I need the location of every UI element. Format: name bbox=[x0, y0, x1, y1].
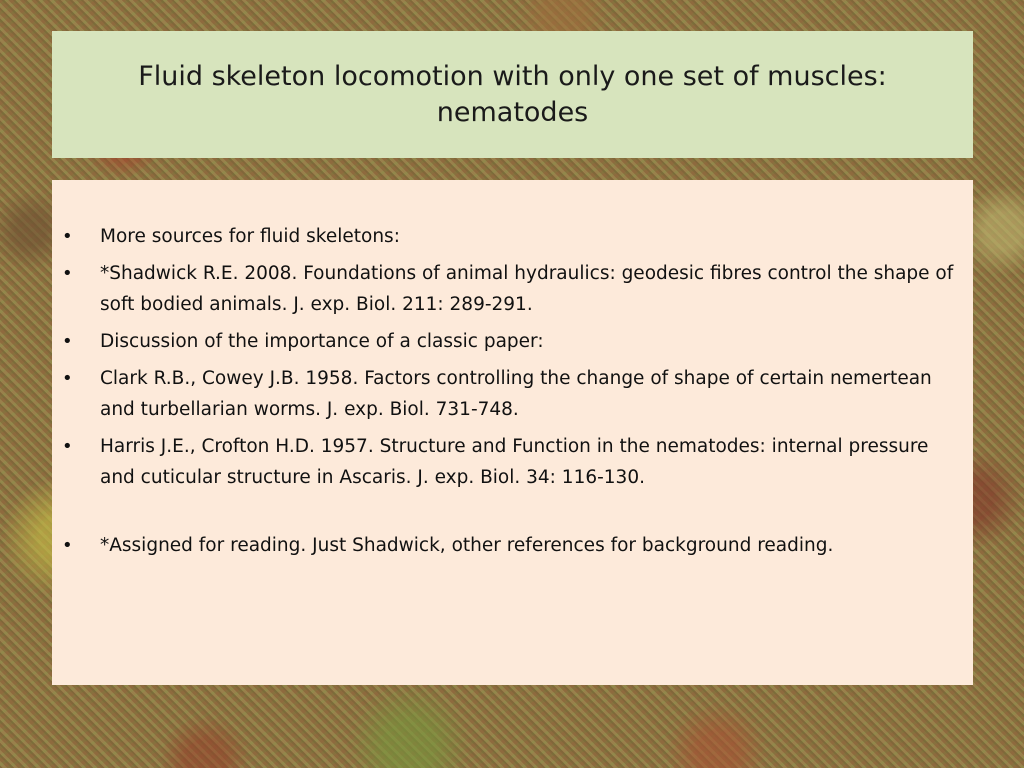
bullet-icon: • bbox=[62, 368, 73, 389]
bullet-icon: • bbox=[62, 263, 73, 284]
bullet-text: Clark R.B., Cowey J.B. 1958. Factors controlling the change of shape of certain nemertean and turbellarian worms. J. exp. Biol. 731-748. bbox=[100, 368, 932, 420]
bullet-item bbox=[52, 363, 959, 425]
bullet-icon: • bbox=[62, 535, 73, 556]
bullet-text: Discussion of the importance of a classic paper: bbox=[100, 331, 544, 352]
bullet-item bbox=[52, 431, 959, 493]
bullet-text: Harris J.E., Crofton H.D. 1957. Structure and Function in the nematodes: internal pressure and cuticular structure in Ascaris. J. exp. Biol. 34: 116-130. bbox=[100, 436, 929, 488]
bullet-item bbox=[52, 258, 959, 320]
slide-title: Fluid skeleton locomotion with only one set of muscles: nematodes bbox=[138, 60, 887, 128]
bullet-item bbox=[52, 326, 959, 357]
bullet-item bbox=[52, 221, 959, 252]
bullet-icon: • bbox=[62, 226, 73, 247]
bullet-item bbox=[52, 530, 959, 561]
bullet-icon: • bbox=[62, 331, 73, 352]
bullet-text: *Assigned for reading. Just Shadwick, other references for background reading. bbox=[100, 535, 834, 556]
bullet-icon: • bbox=[62, 436, 73, 457]
bullet-text: More sources for fluid skeletons: bbox=[100, 226, 400, 247]
bullet-list bbox=[52, 221, 959, 561]
title-panel bbox=[52, 31, 973, 158]
bullet-text: *Shadwick R.E. 2008. Foundations of animal hydraulics: geodesic fibres control the shape of soft bodied animals. J. exp. Biol. 211: 289-291. bbox=[100, 263, 954, 315]
content-panel bbox=[52, 180, 973, 685]
